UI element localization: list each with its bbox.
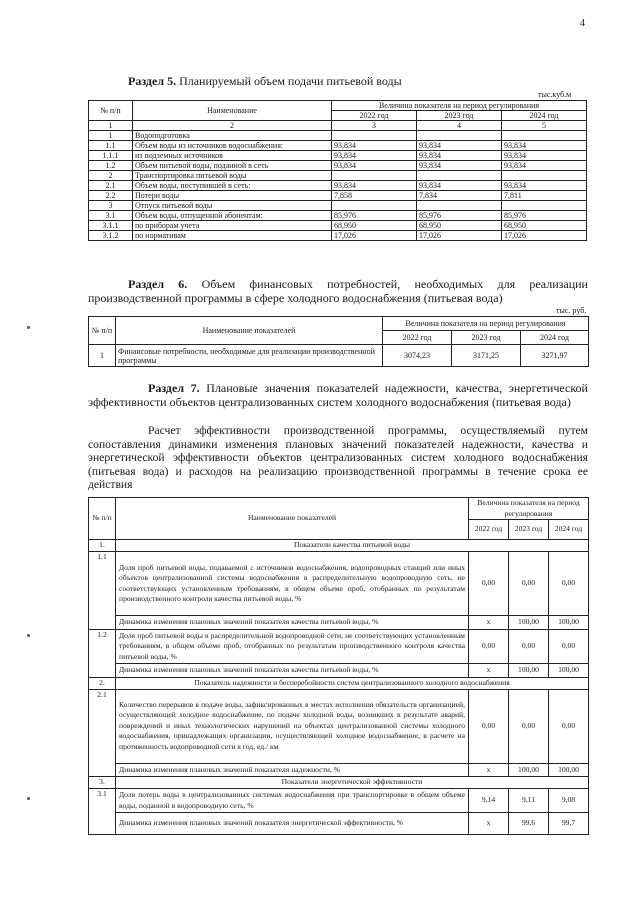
s5-row-value: 93,834	[417, 161, 502, 171]
s7-dynamics-value: x	[469, 763, 509, 777]
s6-year: 2024 год	[521, 331, 589, 345]
s5-row-value	[332, 131, 417, 141]
s7-dynamics-label: Динамика изменения плановых значений показателя надежности, %	[116, 763, 469, 777]
s7-item-value: 0,00	[509, 689, 549, 763]
s5-row-no: 1.2	[89, 161, 133, 171]
group-row	[89, 677, 589, 689]
s7-group-title: Показатель надежности и бесперебойности систем централизованного холодного водоснабжения	[116, 677, 589, 689]
s7-item-name: Доля проб питьевой воды, подаваемой с источников водоснабжения, водопроводных станций или иных объектов централизованной системы водоснабжения в распределительную водопроводную сеть, не соответствующих установленным требованиям, в общем объеме проб, отобранных по результатам производственного контроля качества питьевой воды, %	[116, 552, 469, 616]
s5-colnum: 1	[89, 121, 133, 131]
s7-dynamics-label: Динамика изменения плановых значений показателя энергетической эффективности, %	[116, 813, 469, 835]
s5-row-value	[332, 171, 417, 181]
table-row	[89, 131, 587, 141]
s5-head-group: Величина показателя на период регулирования	[332, 101, 587, 111]
s5-row-no: 1.1	[89, 141, 133, 151]
section6-table	[88, 316, 589, 367]
s5-row-no: 1.1.1	[89, 151, 133, 161]
s5-row-no: 2.2	[89, 191, 133, 201]
section7-label: Раздел 7.	[148, 381, 200, 395]
s5-row-name: Объем питьевой воды, поданной в сеть	[133, 161, 332, 171]
s5-head-name: Наименование	[133, 101, 332, 121]
s6-row-value: 3171,25	[452, 345, 521, 367]
section6-heading	[88, 277, 588, 305]
s7-dynamics-label: Динамика изменения плановых значений показателя качества питьевой воды, %	[116, 616, 469, 630]
s5-row-no: 2	[89, 171, 133, 181]
s7-item-no: 1.2	[89, 629, 116, 677]
s7-group-title: Показатели энергетической эффективности	[116, 777, 589, 789]
s7-item-no: 1.1	[89, 552, 116, 630]
s5-row-value	[332, 201, 417, 211]
s7-item-value: 0,00	[549, 689, 589, 763]
table-row	[89, 181, 587, 191]
dynamics-row	[89, 664, 589, 678]
s5-row-value: 7,834	[417, 191, 502, 201]
s7-item-value: 0,00	[509, 629, 549, 664]
s5-row-value: 85,976	[502, 211, 587, 221]
section5-label: Раздел 5.	[128, 74, 177, 88]
s7-dynamics-value: x	[469, 664, 509, 678]
table-row	[89, 141, 587, 151]
section5-table	[88, 100, 587, 241]
s7-dynamics-value: 100,00	[549, 616, 589, 630]
s6-year: 2023 год	[452, 331, 521, 345]
s5-row-name: по нормативам	[133, 231, 332, 241]
s7-item-value: 0,00	[509, 552, 549, 616]
s5-head-no: № п/п	[89, 101, 133, 121]
s7-dynamics-label: Динамика изменения плановых значений показателя качества питьевой воды, %	[116, 664, 469, 678]
s6-row-value: 3074,23	[383, 345, 452, 367]
s7-item-value: 0,00	[549, 552, 589, 616]
table-row	[89, 345, 589, 367]
s5-row-name: по приборам учета	[133, 221, 332, 231]
s7-dynamics-value: 100,00	[549, 664, 589, 678]
table-row	[89, 151, 587, 161]
s7-group-no: 1.	[89, 540, 116, 552]
s5-row-value	[502, 131, 587, 141]
s7-item-value: 0,00	[469, 689, 509, 763]
s7-item-value: 0,00	[469, 629, 509, 664]
s5-row-value	[417, 201, 502, 211]
s5-row-value: 93,834	[417, 181, 502, 191]
s5-row-value: 68,950	[502, 221, 587, 231]
table-row	[89, 789, 589, 813]
s5-row-value: 17,026	[417, 231, 502, 241]
s5-year: 2023 год	[417, 111, 502, 121]
table-row	[89, 689, 589, 763]
s7-item-value: 0,00	[469, 552, 509, 616]
s5-row-no: 2.1	[89, 181, 133, 191]
s7-item-name: Доля потерь воды в централизованных системах водоснабжения при транспортировке в общем объеме воды, поданной в водопроводную сеть, %	[116, 789, 469, 813]
s5-year: 2022 год	[332, 111, 417, 121]
s6-head-name: Наименование показателей	[116, 317, 383, 345]
s5-row-name: Объем воды, отпущенной абонентам:	[133, 211, 332, 221]
s7-dynamics-value: 100,00	[509, 664, 549, 678]
s7-head-name: Наименование показателей	[116, 498, 469, 540]
s5-year: 2024 год	[502, 111, 587, 121]
section7-title: Плановые значения показателей надежности, качества, энергетической эффективности объектов централизованных систем холодного водоснабжения (питьевая вода)	[88, 381, 588, 409]
s5-row-name: Отпуск питьевой воды	[133, 201, 332, 211]
s5-row-name: Объем воды из источников водоснабжения:	[133, 141, 332, 151]
s5-row-no: 3.1.2	[89, 231, 133, 241]
s6-row-no: 1	[89, 345, 116, 367]
s7-item-value: 0,00	[549, 629, 589, 664]
section5-heading	[128, 74, 568, 88]
s7-item-name: Доля проб питьевой воды в распределительной водопроводной сети, не соответствующих установленным требованиям, в общем объеме проб, отобранных по результатам производственного контроля качества питьевой воды, %	[116, 629, 469, 664]
s5-row-value: 17,026	[502, 231, 587, 241]
s5-row-name: Объем воды, поступившей в сеть:	[133, 181, 332, 191]
s6-year: 2022 год	[383, 331, 452, 345]
group-row	[89, 777, 589, 789]
s5-row-value: 93,834	[332, 151, 417, 161]
scan-speck	[27, 634, 30, 637]
s5-row-value: 85,976	[417, 211, 502, 221]
s5-row-no: 1	[89, 131, 133, 141]
s7-year: 2022 год	[469, 520, 509, 540]
s5-colnum: 3	[332, 121, 417, 131]
s7-dynamics-value: 99,7	[549, 813, 589, 835]
dynamics-row	[89, 813, 589, 835]
s7-dynamics-value: 100,00	[509, 616, 549, 630]
s7-item-name: Количество перерывов в подаче воды, зафиксированных в местах исполнения обязательств организацией, осуществляющей холодное водоснабжение, по подаче холодной воды, возникших в результате аварий, повреждений и иных технологических нарушений на объектах централизованной системы холодного водоснабжения, принадлежащих организации, осуществляющей холодное водоснабжение, в расчете на протяженность водопроводной сети в год, ед./ км	[116, 689, 469, 763]
s5-row-name: Транспортировка питьевой воды	[133, 171, 332, 181]
s7-item-value: 9,14	[469, 789, 509, 813]
section6-label: Раздел 6.	[128, 277, 188, 291]
s7-item-no: 2.1	[89, 689, 116, 777]
s7-item-value: 9,08	[549, 789, 589, 813]
s7-group-title: Показатели качества питьевой воды	[116, 540, 589, 552]
section5-title: Планируемый объем подачи питьевой воды	[179, 74, 402, 88]
s5-row-value: 93,834	[332, 181, 417, 191]
s7-head-group: Величина показателя на период регулирования	[469, 498, 589, 520]
s7-head-no: № п/п	[89, 498, 116, 540]
s5-row-value: 68,950	[417, 221, 502, 231]
s5-colnum: 5	[502, 121, 587, 131]
section7-heading	[88, 381, 588, 409]
s5-row-value: 68,950	[332, 221, 417, 231]
s5-row-value: 93,834	[417, 151, 502, 161]
s6-head-group: Величина показателя на период регулирования	[383, 317, 589, 331]
s5-row-value: 85,976	[332, 211, 417, 221]
table-row	[89, 629, 589, 664]
s5-row-no: 3	[89, 201, 133, 211]
s7-dynamics-value: 100,00	[509, 763, 549, 777]
s5-row-no: 3.1.1	[89, 221, 133, 231]
s7-group-no: 2.	[89, 677, 116, 689]
section5-units: тыс.куб.м	[538, 90, 572, 99]
section6-title: Объем финансовых потребностей, необходимых для реализации производственной программы в сфере холодного водоснабжения (питьевая вода)	[88, 277, 588, 305]
s5-row-value: 93,834	[502, 141, 587, 151]
s7-dynamics-value: x	[469, 616, 509, 630]
s7-item-no: 3.1	[89, 789, 116, 835]
s5-row-value	[502, 201, 587, 211]
group-row	[89, 540, 589, 552]
s5-row-name: Водоподготовка	[133, 131, 332, 141]
s7-dynamics-value: 100,00	[549, 763, 589, 777]
scan-speck	[27, 797, 30, 800]
s7-item-value: 9,11	[509, 789, 549, 813]
s5-row-value: 93,834	[417, 141, 502, 151]
dynamics-row	[89, 763, 589, 777]
page-number: 4	[580, 18, 585, 29]
s5-row-value	[417, 131, 502, 141]
table-row	[89, 191, 587, 201]
section7-paragraph: Расчет эффективности производственной программы, осуществляемый путем сопоставления динамики изменения плановых значений показателей надежности, качества и энергетической эффективности объектов централизованных систем холодного водоснабжения (питьевая вода) и расходов на реализацию производственной программы в течение срока ее действия	[88, 424, 588, 492]
table-row	[89, 211, 587, 221]
s5-row-value: 93,834	[332, 141, 417, 151]
s5-row-value: 93,834	[502, 181, 587, 191]
s7-group-no: 3.	[89, 777, 116, 789]
s5-colnum: 4	[417, 121, 502, 131]
s7-year: 2023 год	[509, 520, 549, 540]
s7-year: 2024 год	[549, 520, 589, 540]
s6-head-no: № п/п	[89, 317, 116, 345]
s5-row-value	[502, 171, 587, 181]
s5-row-value: 93,834	[502, 151, 587, 161]
section7-table	[88, 497, 589, 835]
scan-speck	[27, 326, 30, 329]
s5-row-value: 7,858	[332, 191, 417, 201]
s5-row-value: 93,834	[332, 161, 417, 171]
table-row	[89, 231, 587, 241]
s5-row-value	[417, 171, 502, 181]
dynamics-row	[89, 616, 589, 630]
table-row	[89, 161, 587, 171]
s5-row-name: из подземных источников	[133, 151, 332, 161]
table-row	[89, 221, 587, 231]
s7-dynamics-value: 99,6	[509, 813, 549, 835]
s5-row-name: Потери воды	[133, 191, 332, 201]
table-row	[89, 201, 587, 211]
section6-units: тыс. руб.	[556, 306, 587, 315]
s5-colnum: 2	[133, 121, 332, 131]
s6-row-value: 3271,97	[521, 345, 589, 367]
s6-row-name: Финансовые потребности, необходимые для реализации производственной программы	[116, 345, 383, 367]
s5-row-value: 93,834	[502, 161, 587, 171]
table-row	[89, 552, 589, 616]
s5-row-value: 7,811	[502, 191, 587, 201]
s5-row-no: 3.1	[89, 211, 133, 221]
s5-row-value: 17,026	[332, 231, 417, 241]
table-row	[89, 171, 587, 181]
s7-dynamics-value: x	[469, 813, 509, 835]
